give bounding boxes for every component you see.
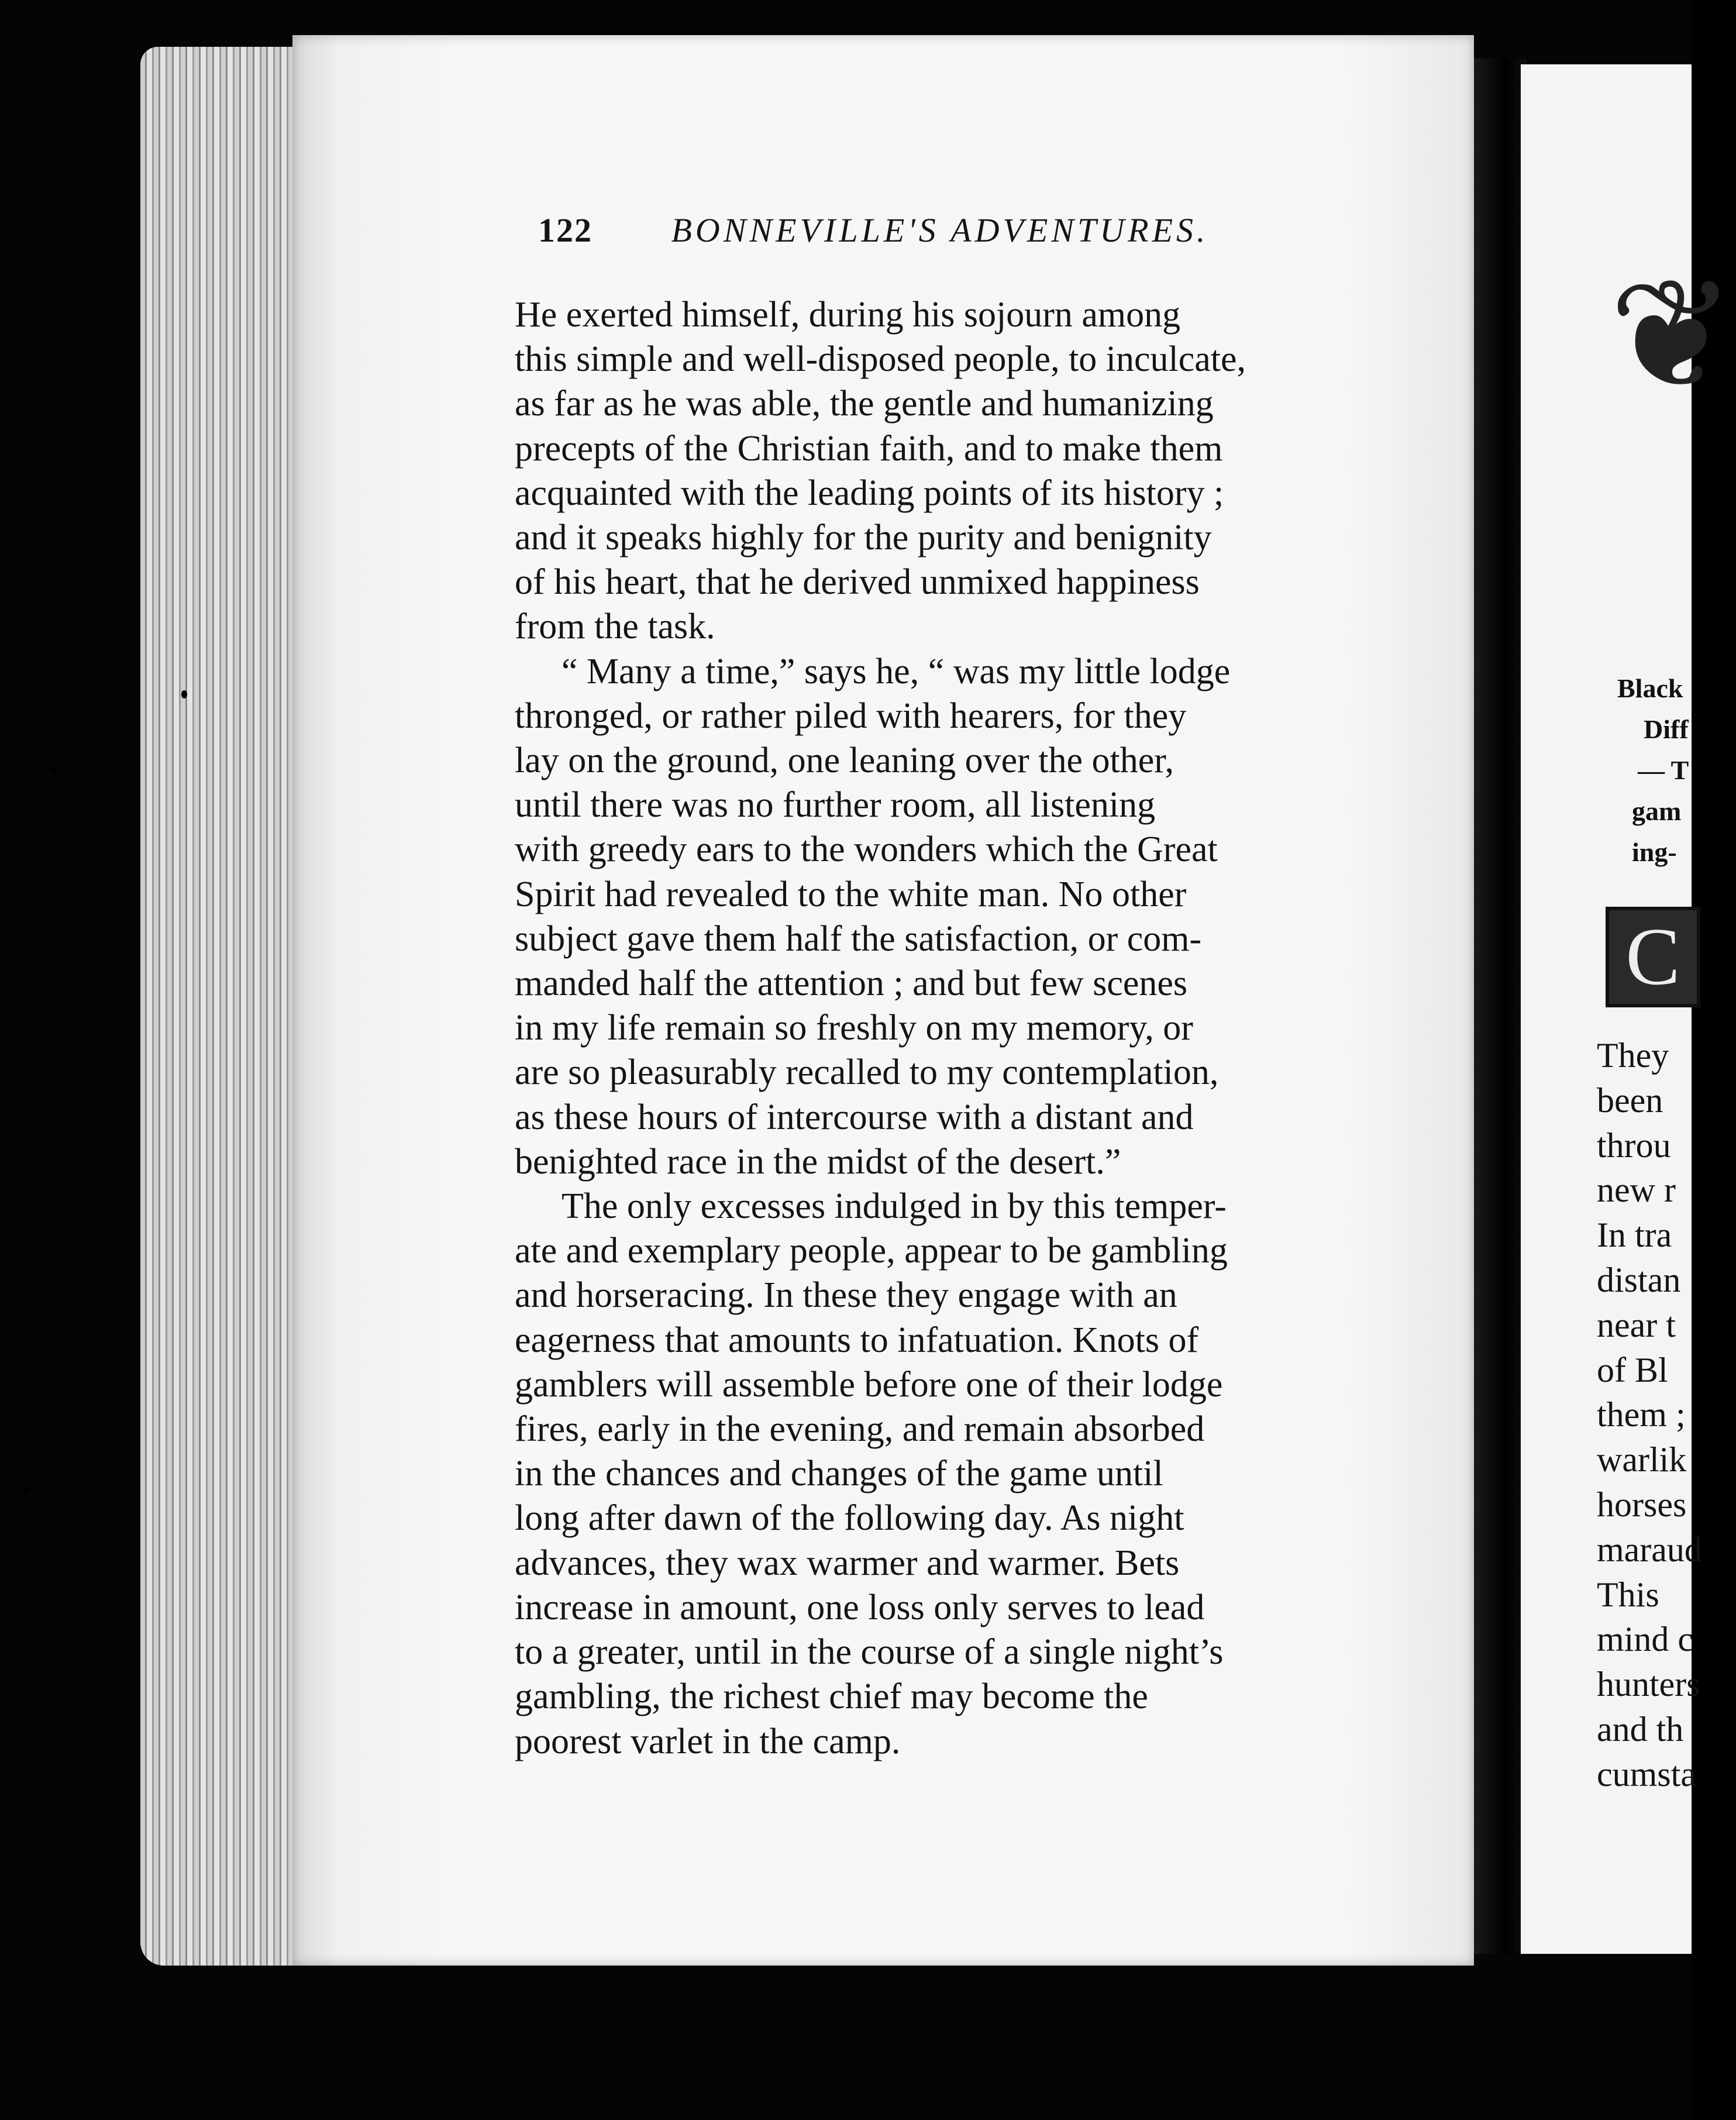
- text-line: gamblers will assemble before one of their lodge: [515, 1364, 1223, 1405]
- text-line: to a greater, until in the course of a single night’s: [515, 1632, 1224, 1672]
- text-line: fires, early in the evening, and remain absorbed: [515, 1409, 1205, 1450]
- scan-speck: [181, 690, 187, 698]
- facing-text-fragment: them ;: [1597, 1395, 1686, 1434]
- text-line: increase in amount, one loss only serves to lead: [515, 1587, 1205, 1627]
- facing-text-fragment: mind c: [1597, 1620, 1693, 1659]
- text-line: acquainted with the leading points of its history ;: [515, 473, 1224, 513]
- facing-text-fragment: hunters: [1597, 1665, 1700, 1704]
- running-title: BONNEVILLE'S ADVENTURES.: [671, 211, 1209, 249]
- facing-text-fragment: of Bl: [1597, 1350, 1668, 1389]
- page-header: [538, 211, 1240, 263]
- text-line: manded half the attention ; and but few scenes: [515, 963, 1188, 1004]
- text-line: until there was no further room, all listening: [515, 785, 1156, 825]
- text-line: and it speaks highly for the purity and benignity: [515, 518, 1212, 558]
- text-line: subject gave them half the satisfaction, or com-: [515, 918, 1202, 959]
- text-line: thronged, or rather piled with hearers, for they: [515, 696, 1187, 736]
- facing-text-fragment: cumsta: [1597, 1754, 1696, 1794]
- text-line: in the chances and changes of the game until: [515, 1454, 1163, 1494]
- body-text: [515, 292, 1369, 1764]
- text-line: are so pleasurably recalled to my contemplation,: [515, 1052, 1219, 1093]
- text-line: advances, they wax warmer and warmer. Bets: [515, 1543, 1180, 1583]
- scan-speck: [23, 1486, 29, 1494]
- ornament-icon: ❦: [1608, 252, 1736, 421]
- text-line: with greedy ears to the wonders which the Great: [515, 830, 1218, 870]
- book-gutter: [1474, 58, 1527, 1954]
- text-line: The only excesses indulged in by this temper-: [562, 1186, 1227, 1227]
- text-line: from the task.: [515, 607, 715, 647]
- facing-text-fragment: new r: [1597, 1171, 1676, 1210]
- text-line: Spirit had revealed to the white man. No other: [515, 874, 1187, 914]
- facing-text-fragment: near t: [1597, 1305, 1676, 1344]
- facing-text-fragment: horses: [1597, 1485, 1687, 1524]
- facing-text-fragment: In tra: [1597, 1216, 1672, 1255]
- facing-text-fragment: distan: [1597, 1261, 1681, 1299]
- drop-cap: C: [1606, 907, 1700, 1007]
- text-line: benighted race in the midst of the desert.”: [515, 1141, 1121, 1182]
- text-line: eagerness that amounts to infatuation. Knots of: [515, 1320, 1199, 1360]
- text-line: as these hours of intercourse with a distant and: [515, 1097, 1194, 1137]
- text-line: this simple and well-disposed people, to inculcate,: [515, 339, 1246, 380]
- text-line: as far as he was able, the gentle and humanizing: [515, 384, 1214, 424]
- summary-fragment: gam: [1632, 796, 1682, 826]
- text-line: poorest varlet in the camp.: [515, 1721, 901, 1761]
- text-line: He exerted himself, during his sojourn among: [515, 295, 1181, 335]
- summary-fragment: — T: [1638, 755, 1689, 785]
- text-line: lay on the ground, one leaning over the other,: [515, 741, 1174, 781]
- facing-page: [1521, 64, 1736, 1954]
- text-line: precepts of the Christian faith, and to make them: [515, 428, 1223, 469]
- page-number: 122: [538, 211, 593, 249]
- facing-text-fragment: maraud: [1597, 1530, 1702, 1569]
- text-line: long after dawn of the following day. As night: [515, 1498, 1184, 1539]
- facing-text-fragment: throu: [1597, 1126, 1671, 1165]
- text-line: ate and exemplary people, appear to be gambling: [515, 1231, 1228, 1271]
- summary-fragment: Diff: [1644, 714, 1689, 744]
- text-line: and horseracing. In these they engage with an: [515, 1275, 1177, 1316]
- facing-text-fragment: They: [1597, 1036, 1669, 1075]
- text-line: “ Many a time,” says he, “ was my little lodge: [562, 651, 1231, 691]
- summary-fragment: Black: [1617, 673, 1683, 703]
- facing-text-fragment: been: [1597, 1080, 1663, 1120]
- text-line: gambling, the richest chief may become the: [515, 1677, 1148, 1717]
- facing-text-fragment: warlik: [1597, 1440, 1687, 1479]
- facing-text-fragment: and th: [1597, 1710, 1684, 1749]
- text-line: in my life remain so freshly on my memory, or: [515, 1008, 1193, 1048]
- summary-fragment: ing-: [1632, 837, 1677, 867]
- facing-text-fragment: This: [1597, 1575, 1659, 1614]
- scan-speck: [51, 766, 57, 775]
- text-line: of his heart, that he derived unmixed happiness: [515, 562, 1200, 603]
